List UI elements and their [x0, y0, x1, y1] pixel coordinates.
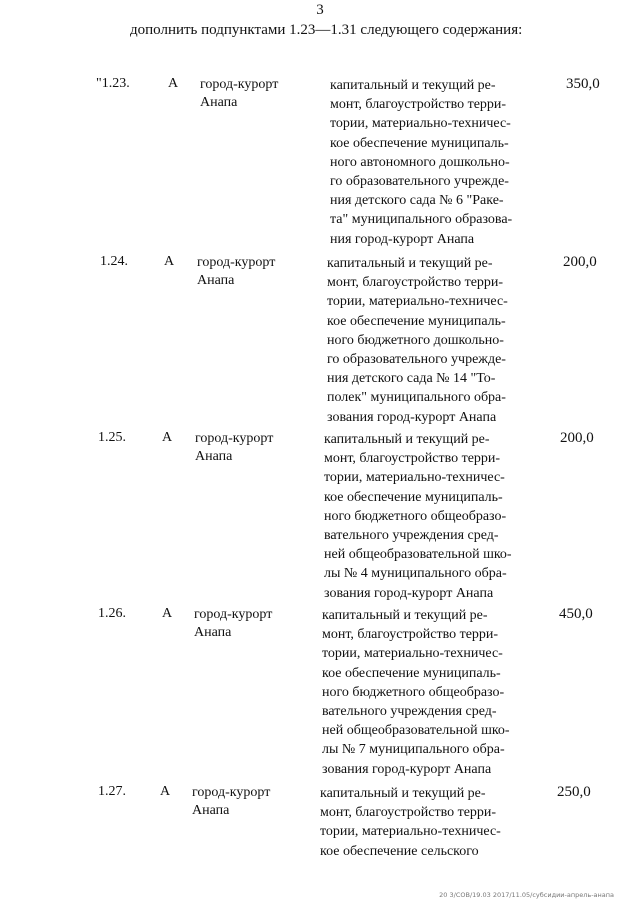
- item-amount: 450,0: [559, 606, 593, 622]
- description-line: ния детского сада № 14 "То-: [327, 371, 496, 387]
- item-amount: 200,0: [560, 430, 594, 446]
- item-municipality: город-курорт Анапа: [195, 431, 274, 464]
- item-amount: 250,0: [557, 784, 591, 800]
- description-line: полек" муниципального обра-: [327, 390, 506, 406]
- item-description: [327, 254, 525, 427]
- description-line: го образовательного учрежде-: [327, 352, 506, 368]
- item-description: [330, 76, 528, 249]
- item-description: [322, 606, 520, 779]
- page-number: 3: [316, 2, 324, 18]
- description-line: вательного учреждения сред-: [324, 528, 499, 544]
- document-footer: 20 3/СОВ/19.03 2017/11.05/субсидии-апрель-анапа: [439, 891, 614, 899]
- item-municipality: город-курорт Анапа: [197, 255, 276, 288]
- description-line: зования город-курорт Анапа: [322, 761, 492, 777]
- description-line: ния город-курорт Анапа: [330, 231, 475, 247]
- description-line: монт, благоустройство терри-: [320, 805, 497, 821]
- item-number: 1.26.: [98, 606, 126, 621]
- description-line: тории, материально-техничес-: [330, 116, 511, 132]
- description-line: кое обеспечение муниципаль-: [324, 489, 503, 505]
- item-number: "1.23.: [96, 76, 130, 91]
- item-number: 1.25.: [98, 430, 126, 445]
- item-number: 1.24.: [100, 254, 128, 269]
- description-line: кое обеспечение муниципаль-: [322, 665, 501, 681]
- description-line: та" муниципального образова-: [330, 212, 513, 228]
- item-category: А: [160, 784, 171, 799]
- description-line: капитальный и текущий ре-: [327, 256, 493, 271]
- description-line: ного бюджетного общеобразо-: [324, 508, 507, 524]
- description-line: капитальный и текущий ре-: [322, 608, 488, 623]
- item-municipality: город-курорт Анапа: [194, 607, 273, 640]
- description-line: тории, материально-техничес-: [320, 824, 501, 840]
- description-line: капитальный и текущий ре-: [324, 432, 490, 447]
- description-line: лы № 7 муниципального обра-: [322, 742, 505, 758]
- item-category: А: [164, 254, 175, 269]
- item-description: [324, 430, 522, 603]
- description-line: зования город-курорт Анапа: [324, 585, 494, 601]
- item-description: [320, 784, 518, 861]
- description-line: кое обеспечение муниципаль-: [327, 313, 506, 329]
- description-line: кое обеспечение сельского: [320, 843, 479, 859]
- description-line: тории, материально-техничес-: [322, 646, 503, 662]
- description-line: капитальный и текущий ре-: [320, 786, 486, 801]
- item-municipality: город-курорт Анапа: [200, 77, 279, 110]
- description-line: ного бюджетного общеобразо-: [322, 684, 505, 700]
- description-line: монт, благоустройство терри-: [327, 275, 504, 291]
- description-line: зования город-курорт Анапа: [327, 409, 497, 425]
- description-line: тории, материально-техничес-: [327, 294, 508, 310]
- description-line: монт, благоустройство терри-: [324, 451, 501, 467]
- item-number: 1.27.: [98, 784, 126, 799]
- description-line: го образовательного учрежде-: [330, 174, 509, 190]
- item-municipality: город-курорт Анапа: [192, 785, 271, 818]
- description-line: ней общеобразовательной шко-: [324, 547, 512, 563]
- item-amount: 200,0: [563, 254, 597, 270]
- description-line: капитальный и текущий ре-: [330, 78, 496, 93]
- intro-text: дополнить подпунктами 1.23—1.31 следующего содержания:: [130, 22, 523, 38]
- description-line: монт, благоустройство терри-: [322, 627, 499, 643]
- item-category: А: [168, 76, 179, 91]
- description-line: ного автономного дошкольно-: [330, 154, 510, 170]
- description-line: тории, материально-техничес-: [324, 470, 505, 486]
- item-category: А: [162, 430, 173, 445]
- description-line: вательного учреждения сред-: [322, 704, 497, 720]
- description-line: лы № 4 муниципального обра-: [324, 566, 507, 582]
- item-category: А: [162, 606, 173, 621]
- description-line: ния детского сада № 6 "Раке-: [330, 193, 504, 209]
- description-line: кое обеспечение муниципаль-: [330, 135, 509, 151]
- description-line: ней общеобразовательной шко-: [322, 723, 510, 739]
- description-line: ного бюджетного дошкольно-: [327, 332, 504, 348]
- description-line: монт, благоустройство терри-: [330, 97, 507, 113]
- item-amount: 350,0: [566, 76, 600, 92]
